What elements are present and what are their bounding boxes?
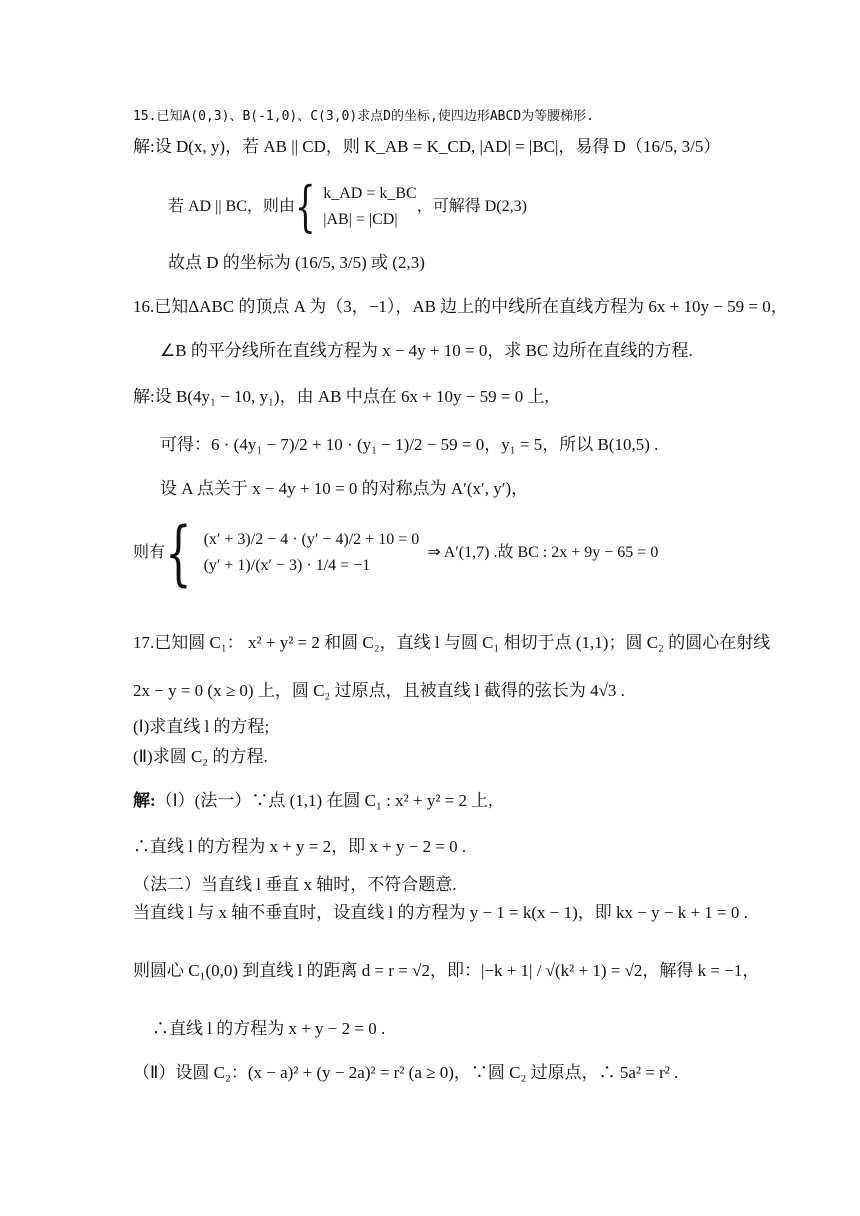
problem-17-stem-line2: 2x − y = 0 (x ≥ 0) 上，圆 C₂ 过原点，且被直线 l 截得的弦长为 4√3 . bbox=[133, 681, 625, 700]
problem-17-solution-line-g: （Ⅱ）设圆 C₂：(x − a)² + (y − 2a)² = r² (a ≥ 0)，∵圆 C₂ 过原点，∴ 5a² = r² . bbox=[133, 1063, 679, 1082]
problem-16-system-eq1: (x′ + 3)/2 − 4 · (y′ − 4)/2 + 10 = 0 bbox=[203, 531, 420, 548]
problem-17-solution-line-b: ∴直线 l 的方程为 x + y = 2，即 x + y − 2 = 0 . bbox=[133, 837, 467, 856]
problem-16-system-eq2: (y′ + 1)/(x′ − 3) · 1/4 = −1 bbox=[203, 557, 371, 574]
problem-16-solution-line3: 设 A 点关于 x − 4y + 10 = 0 的对称点为 A′(x′, y′)， bbox=[160, 479, 529, 498]
problem-15-case2-system bbox=[168, 175, 527, 238]
problem-17-solution-line-e: 则圆心 C₁(0,0) 到直线 l 的距离 d = r = √2，即：|−k + 1| / √(k² + 1) = √2，解得 k = −1， bbox=[133, 961, 760, 980]
problem-15-case2-eq1: k_AD = k_BC bbox=[323, 185, 417, 202]
problem-17-solution-line-d: 当直线 l 与 x 轴不垂直时，设直线 l 的方程为 y − 1 = k(x − 1)，即 kx − y − k + 1 = 0 . bbox=[133, 903, 748, 922]
problem-15-case2-prefix: 若 AD || BC，则由 bbox=[168, 198, 295, 215]
problem-16-solution-line1: 解:设 B(4y₁ − 10, y₁)，由 AB 中点在 6x + 10y − 59 = 0 上, bbox=[133, 387, 549, 406]
solution-label: 解: bbox=[133, 791, 156, 810]
problem-15-stem: 15.已知A(0,3)、B(-1,0)、C(3,0)求点D的坐标,使四边形ABCD为等腰梯形. bbox=[133, 109, 594, 124]
problem-17-solution-line-c: （法二）当直线 l 垂直 x 轴时，不符合题意. bbox=[133, 875, 457, 894]
problem-17-solution-line-f: ∴直线 l 的方程为 x + y − 2 = 0 . bbox=[152, 1019, 386, 1038]
left-brace-icon: { bbox=[165, 512, 192, 594]
left-brace-icon: { bbox=[294, 175, 316, 238]
problem-17-solution-line-a bbox=[133, 790, 493, 812]
problem-15-case2-eq2: |AB| = |CD| bbox=[323, 211, 398, 228]
problem-16-system-result: ⇒ A′(1,7) .故 BC : 2x + 9y − 65 = 0 bbox=[427, 544, 659, 561]
problem-17-solution-a-text: （Ⅰ）(法一）∵点 (1,1) 在圆 C₁ : x² + y² = 2 上, bbox=[155, 791, 493, 810]
problem-17-part1: (Ⅰ)求直线 l 的方程; bbox=[133, 717, 270, 736]
problem-16-solution-line2: 可得：6 · (4y₁ − 7)/2 + 10 · (y₁ − 1)/2 − 59 = 0，y₁ = 5，所以 B(10,5) . bbox=[160, 435, 659, 454]
problem-16-stem-line2: ∠B 的平分线所在直线方程为 x − 4y + 10 = 0，求 BC 边所在直线的方程. bbox=[160, 341, 693, 360]
problem-15-case2-suffix: ，可解得 D(2,3) bbox=[416, 198, 527, 215]
problem-17-part2: (Ⅱ)求圆 C₂ 的方程. bbox=[133, 747, 268, 766]
problem-16-stem-line1: 16.已知ΔABC 的顶点 A 为（3，−1），AB 边上的中线所在直线方程为 6x + 10y − 59 = 0， bbox=[133, 297, 788, 316]
problem-16-system-prefix: 则有 bbox=[133, 544, 166, 561]
problem-16-reflection-system bbox=[133, 512, 659, 594]
problem-15-solution-line1: 解:设 D(x, y)，若 AB || CD，则 K_AB = K_CD, |AD| = |BC|，易得 D（16/5, 3/5） bbox=[133, 137, 721, 156]
problem-15-conclusion: 故点 D 的坐标为 (16/5, 3/5) 或 (2,3) bbox=[168, 253, 425, 272]
problem-17-stem-line1: 17.已知圆 C₁： x² + y² = 2 和圆 C₂，直线 l 与圆 C₁ 相切于点 (1,1)；圆 C₂ 的圆心在射线 bbox=[133, 633, 771, 652]
